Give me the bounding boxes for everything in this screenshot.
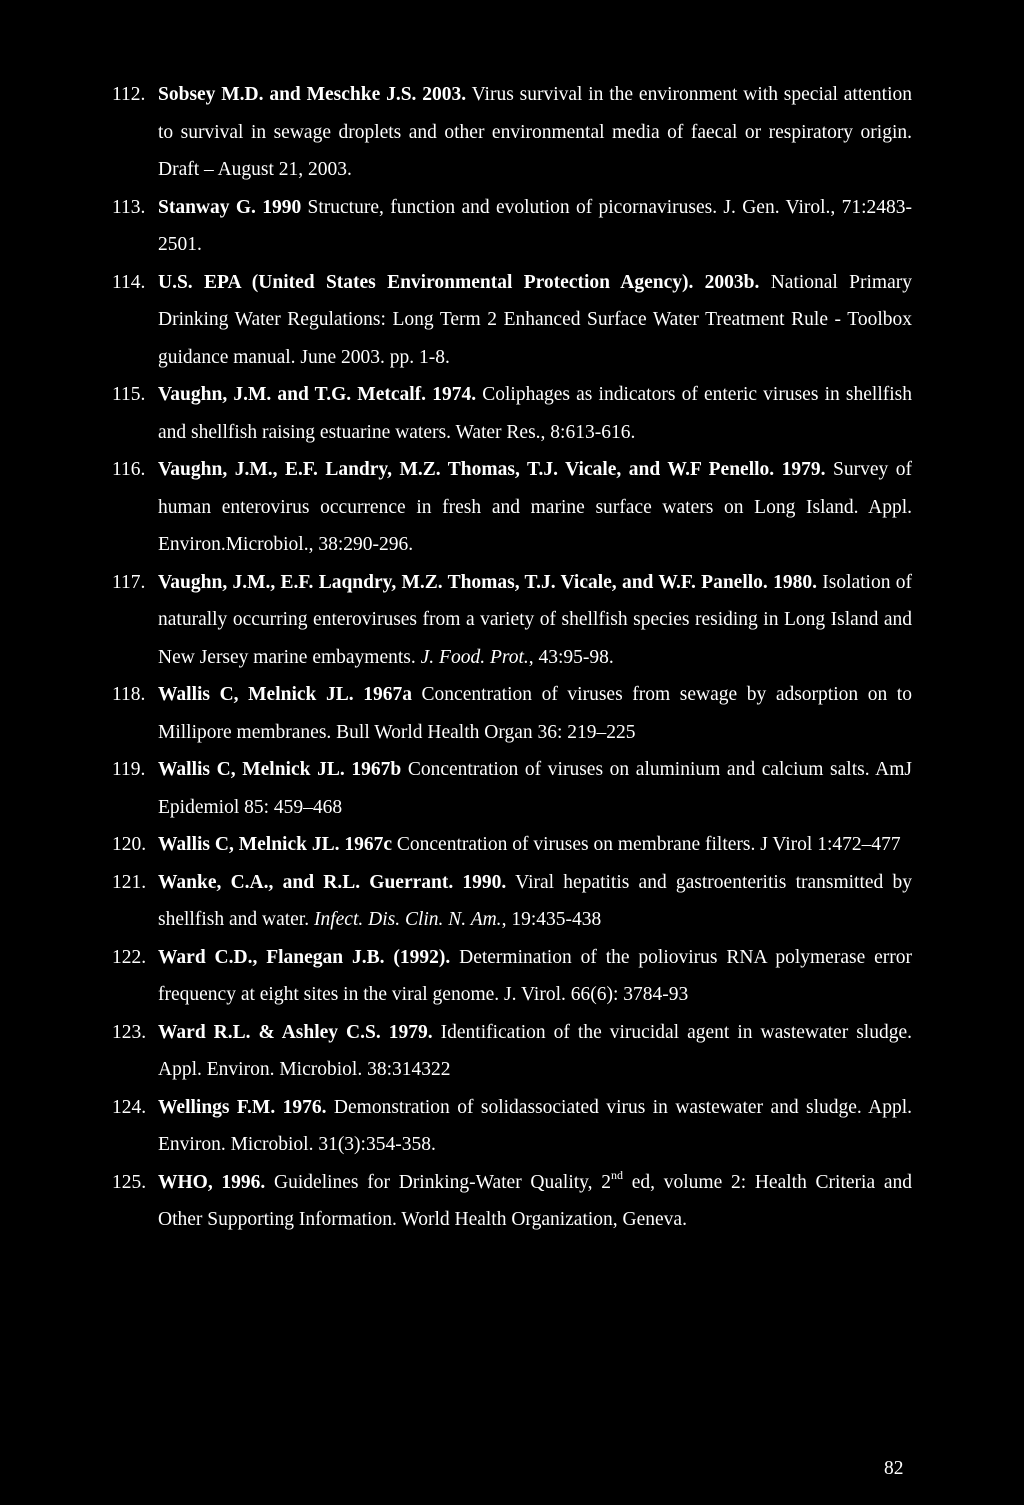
reference-number: 119. <box>112 759 146 780</box>
reference-text <box>158 376 917 451</box>
reference-authors-year: Ward C.D., Flanegan J.B. (1992). <box>158 946 451 968</box>
reference-authors-year: WHO, 1996. <box>158 1171 266 1193</box>
reference-text <box>158 76 917 189</box>
reference-number: 125. <box>112 1171 147 1193</box>
reference-authors-year: Vaughn, J.M. and T.G. Metcalf. 1974. <box>158 384 477 405</box>
reference-detail: Guidelines for Drinking-Water Quality, 2 <box>265 1171 611 1193</box>
reference-detail: ed, volume 2: Health Criteria and Other Supporting Information. World Health Organization, Geneva. <box>158 1171 917 1230</box>
page-number: 82 <box>884 1458 904 1479</box>
reference-text <box>158 189 912 264</box>
reference-number: 118. <box>112 684 146 705</box>
reference-item <box>112 189 912 264</box>
reference-authors-year: Sobsey M.D. and Meschke J.S. 2003. <box>158 84 467 105</box>
reference-number: 116. <box>112 459 146 480</box>
reference-number: 117. <box>112 571 146 593</box>
reference-item <box>112 76 917 189</box>
reference-item <box>112 376 917 451</box>
reference-item <box>112 826 912 864</box>
reference-detail: Isolation of naturally occurring enteroviruses from a variety of shellfish species residing in Long Island and New Jersey marine embayments. <box>158 571 917 668</box>
reference-number: 120. <box>112 834 147 855</box>
reference-number: 112. <box>112 84 146 105</box>
reference-detail: Determination of the poliovirus RNA polymerase error frequency at eight sites in the viral genome. J. Virol. 66(6): 3784-93 <box>158 946 917 1005</box>
reference-authors-year: Stanway G. 1990 <box>158 196 302 218</box>
reference-item <box>112 1089 917 1164</box>
reference-number: 115. <box>112 384 146 405</box>
reference-detail: Survey of human enterovirus occurrence in fresh and marine surface waters on Long Island. Appl. Environ.Microbiol., 38:290-296. <box>158 459 917 555</box>
reference-text <box>158 1089 917 1164</box>
reference-authors-year: Wallis C, Melnick JL. 1967a <box>158 684 412 705</box>
reference-number: 123. <box>112 1021 147 1043</box>
reference-item <box>112 1014 916 1089</box>
reference-text <box>158 676 917 751</box>
reference-number: 113. <box>112 196 146 218</box>
reference-detail: Concentration of viruses on aluminium and calcium salts. AmJ Epidemiol 85: 459–468 <box>158 759 917 818</box>
reference-item <box>112 939 917 1014</box>
reference-item <box>112 1164 917 1239</box>
reference-text <box>158 1164 917 1239</box>
reference-journal: Infect. Dis. Clin. N. Am. <box>313 909 502 930</box>
reference-authors-year: Ward R.L. & Ashley C.S. 1979. <box>158 1021 433 1043</box>
reference-authors-year: Vaughn, J.M., E.F. Landry, M.Z. Thomas, T.J. Vicale, and W.F Penello. 1979. <box>158 459 826 480</box>
reference-number: 121. <box>112 871 147 893</box>
reference-item <box>112 864 917 939</box>
reference-authors-year: Wanke, C.A., and R.L. Guerrant. 1990. <box>158 871 507 893</box>
reference-number: 114. <box>112 271 146 293</box>
reference-detail: National Primary Drinking Water Regulations: Long Term 2 Enhanced Surface Water Treatment Rule - Toolbox guidance manual. June 2003. pp. 1-8. <box>158 271 917 368</box>
reference-item <box>112 564 917 677</box>
superscript: nd <box>611 1167 623 1182</box>
reference-text <box>158 939 917 1014</box>
reference-number: 122. <box>112 946 147 968</box>
reference-text <box>158 751 917 826</box>
reference-text <box>158 451 917 564</box>
reference-detail: Identification of the virucidal agent in wastewater sludge. Appl. Environ. Microbiol. 38:314322 <box>158 1021 916 1080</box>
reference-text <box>158 1014 916 1089</box>
reference-detail: Concentration of viruses on membrane filters. J Virol 1:472–477 <box>392 834 901 855</box>
reference-list <box>112 76 917 1239</box>
reference-detail: Viral hepatitis and gastroenteritis transmitted by shellfish and water. <box>158 871 917 930</box>
reference-detail: Concentration of viruses from sewage by adsorption on to Millipore membranes. Bull World Health Organ 36: 219–225 <box>158 684 917 743</box>
reference-text <box>158 826 912 864</box>
reference-item <box>112 451 917 564</box>
reference-detail: Virus survival in the environment with special attention to survival in sewage droplets and other environmental media of faecal or respiratory origin. Draft – August 21, 2003. <box>158 84 917 180</box>
reference-journal: J. Food. Prot. <box>420 646 529 668</box>
reference-authors-year: Wallis C, Melnick JL. 1967b <box>158 759 402 780</box>
reference-text <box>158 564 917 677</box>
reference-item <box>112 751 917 826</box>
reference-item <box>112 264 917 377</box>
reference-number: 124. <box>112 1096 147 1118</box>
reference-detail: , 43:95-98. <box>528 646 614 668</box>
reference-authors-year: U.S. EPA (United States Environmental Protection Agency). 2003b. <box>158 271 760 293</box>
reference-text <box>158 864 917 939</box>
reference-item <box>112 676 917 751</box>
reference-authors-year: Wellings F.M. 1976. <box>158 1096 327 1118</box>
reference-text <box>158 264 917 377</box>
reference-authors-year: Wallis C, Melnick JL. 1967c <box>158 834 392 855</box>
reference-detail: Structure, function and evolution of picornaviruses. J. Gen. Virol., 71:2483-2501. <box>158 196 913 255</box>
reference-authors-year: Vaughn, J.M., E.F. Laqndry, M.Z. Thomas, T.J. Vicale, and W.F. Panello. 1980. <box>158 571 817 593</box>
reference-detail: Coliphages as indicators of enteric viruses in shellfish and shellfish raising estuarine waters. Water Res., 8:613-616. <box>158 384 917 443</box>
reference-detail: Demonstration of solidassociated virus in wastewater and sludge. Appl. Environ. Microbiol. 31(3):354-358. <box>158 1096 917 1155</box>
reference-detail: , 19:435-438 <box>501 909 602 930</box>
